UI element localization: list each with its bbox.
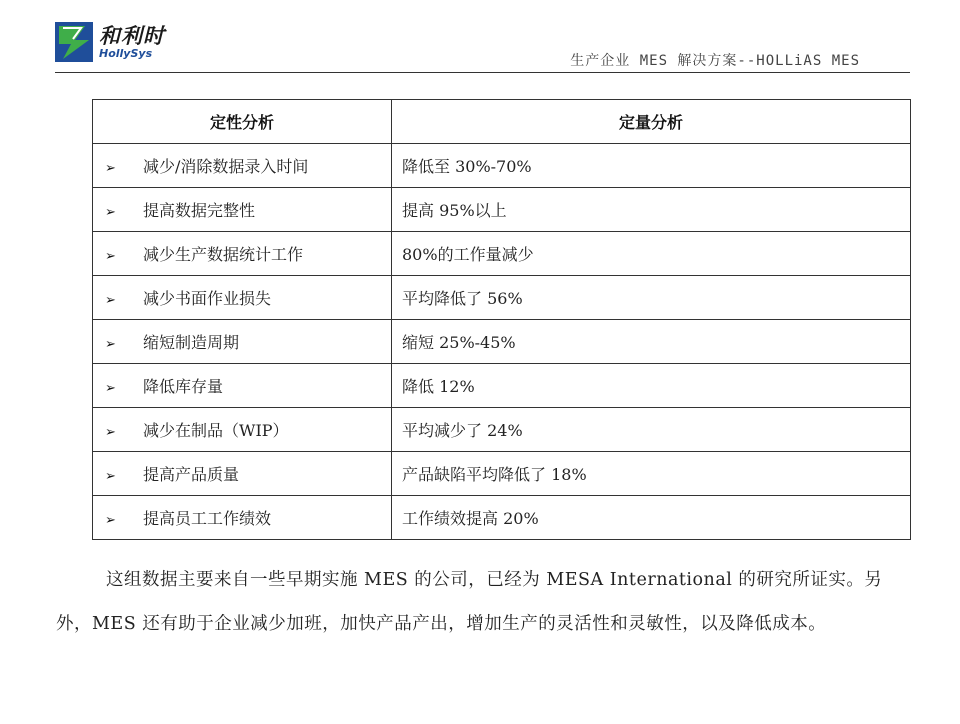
arrow-bullet-icon: ➢: [105, 161, 116, 176]
arrow-bullet-icon: ➢: [105, 337, 116, 352]
body-paragraph: [56, 558, 916, 646]
table-row: [93, 144, 911, 188]
logo-english-name: HollySys: [99, 47, 153, 60]
table-row: [93, 496, 911, 540]
logo-chinese-name: 和利时: [99, 23, 165, 48]
table-row: [93, 408, 911, 452]
arrow-bullet-icon: ➢: [105, 469, 116, 484]
arrow-bullet-icon: ➢: [105, 205, 116, 220]
arrow-bullet-icon: ➢: [105, 513, 116, 528]
table-row: [93, 364, 911, 408]
qualitative-cell: ➢ 缩短制造周期: [93, 320, 392, 364]
document-header-title: 生产企业 MES 解决方案--HOLLiAS MES: [570, 53, 860, 69]
quantitative-cell: 产品缺陷平均降低了 18%: [392, 452, 911, 496]
qualitative-cell: ➢ 减少生产数据统计工作: [93, 232, 392, 276]
qualitative-header: 定性分析: [93, 100, 392, 144]
arrow-bullet-icon: ➢: [105, 293, 116, 308]
arrow-bullet-icon: ➢: [105, 249, 116, 264]
table-header-row: [93, 100, 911, 144]
quantitative-cell: 80%的工作量减少: [392, 232, 911, 276]
table-row: [93, 276, 911, 320]
arrow-bullet-icon: ➢: [105, 425, 116, 440]
table-row: [93, 232, 911, 276]
page-header: [0, 0, 960, 80]
qualitative-cell: ➢ 减少书面作业损失: [93, 276, 392, 320]
qualitative-cell: ➢ 提高产品质量: [93, 452, 392, 496]
qualitative-cell: ➢ 减少/消除数据录入时间: [93, 144, 392, 188]
qualitative-cell: ➢ 提高员工工作绩效: [93, 496, 392, 540]
quantitative-cell: 降低至 30%-70%: [392, 144, 911, 188]
quantitative-cell: 缩短 25%-45%: [392, 320, 911, 364]
quantitative-cell: 平均降低了 56%: [392, 276, 911, 320]
table-row: [93, 320, 911, 364]
qualitative-cell: ➢ 减少在制品（WIP）: [93, 408, 392, 452]
benefits-table: [92, 99, 911, 540]
header-divider: [55, 72, 910, 73]
quantitative-cell: 降低 12%: [392, 364, 911, 408]
hollysys-logo-icon: [55, 22, 93, 62]
qualitative-cell: ➢ 提高数据完整性: [93, 188, 392, 232]
table-row: [93, 188, 911, 232]
paragraph-text: 这组数据主要来自一些早期实施 MES 的公司，已经为 MESA International 的研究所证实。另外，MES 还有助于企业减少加班，加快产品产出，增加生产的灵活性和灵敏性，以及降低成本。: [56, 570, 883, 634]
quantitative-cell: 工作绩效提高 20%: [392, 496, 911, 540]
table-row: [93, 452, 911, 496]
quantitative-cell: 提高 95%以上: [392, 188, 911, 232]
arrow-bullet-icon: ➢: [105, 381, 116, 396]
qualitative-cell: ➢ 降低库存量: [93, 364, 392, 408]
quantitative-header: 定量分析: [392, 100, 911, 144]
quantitative-cell: 平均减少了 24%: [392, 408, 911, 452]
